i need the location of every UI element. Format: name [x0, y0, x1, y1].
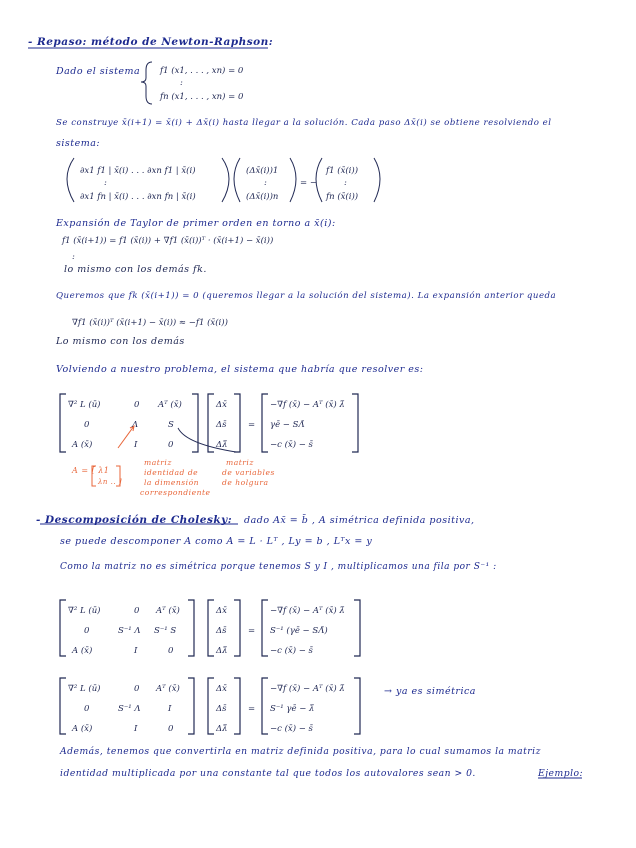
m1-vec-2: Δs̄	[216, 420, 227, 430]
m3-rhs-1: −∇f (x̄) − Aᵀ (x̄) λ̄	[270, 684, 345, 694]
m3-r1-c3: Aᵀ (x̄)	[156, 684, 180, 694]
m3-r3-c3: 0	[168, 724, 174, 734]
m2-equals: =	[248, 626, 256, 636]
simetrica-note: → ya es simétrica	[384, 686, 476, 697]
m2-vec-3: Δλ̄	[216, 646, 228, 656]
volviendo-text: Volviendo a nuestro problema, el sistema que habría que resolver es:	[56, 364, 424, 375]
m1-r2-c1: 0	[84, 420, 90, 430]
delta-vector-1: (Δx̄(i))1	[246, 166, 279, 176]
m2-r2-c2: S⁻¹ Λ	[118, 626, 141, 636]
dado-sistema-text: Dado el sistema	[56, 66, 141, 77]
section-title-newton: - Repaso: método de Newton-Raphson:	[28, 36, 274, 48]
m1-vec-1: Δx̄	[216, 400, 227, 410]
m2-r2-c1: 0	[84, 626, 90, 636]
lo-mismo-text-2: Lo mismo con los demás	[56, 336, 185, 347]
ann-identidad-3: la dimensión	[144, 478, 200, 487]
m3-r3-c2: I	[134, 724, 138, 734]
m3-equals: =	[248, 704, 256, 714]
m3-vec-3: Δλ̄	[216, 724, 228, 734]
m2-rhs-1: −∇f (x̄) − Aᵀ (x̄) λ̄	[270, 606, 345, 616]
m3-rhs-3: −c (x̄) − s̄	[270, 724, 313, 734]
ann-holgura-3: de holgura	[222, 478, 269, 487]
m1-r1-c3: Aᵀ (x̄)	[158, 400, 182, 410]
a-definition: A = [ λ1	[72, 466, 110, 475]
m1-vec-3: Δλ̄	[216, 440, 228, 450]
m2-r1-c1: ∇² L (ū)	[68, 606, 101, 616]
jacobian-dots: :	[104, 178, 107, 188]
taylor-equation: f1 (x̄(i+1)) = f1 (x̄(i)) + ∇f1 (x̄(i))ᵀ · (x̄(i+1) − x̄(i))	[62, 236, 274, 246]
ann-holgura-2: de variables	[222, 468, 275, 477]
m3-r2-c2: S⁻¹ Λ	[118, 704, 141, 714]
lo-mismo-text-1: lo mismo con los demás fk.	[64, 264, 207, 275]
m1-rhs-2: γē − SΛ̄	[270, 420, 305, 430]
m3-r3-c1: A (x̄)	[72, 724, 93, 734]
m2-rhs-3: −c (x̄) − s̄	[270, 646, 313, 656]
jacobian-row-n: ∂x1 fn | x̄(i) . . . ∂xn fn | x̄(i)	[80, 192, 196, 202]
m2-r3-c1: A (x̄)	[72, 646, 93, 656]
m3-vec-2: Δs̄	[216, 704, 227, 714]
delta-vector-n: (Δx̄(i))n	[246, 192, 279, 202]
m2-r2-c3: S⁻¹ S	[154, 626, 177, 636]
a-definition-2: λn .. ]	[98, 478, 123, 486]
rhs-vector-dots: :	[344, 178, 347, 188]
m2-r3-c2: I	[134, 646, 138, 656]
m1-r3-c2: I	[134, 440, 138, 450]
rhs-vector-1: f1 (x̄(i))	[326, 166, 359, 176]
section-title-cholesky: - Descomposición de Cholesky:	[36, 514, 233, 526]
m3-r1-c1: ∇² L (ū)	[68, 684, 101, 694]
m2-vec-2: Δs̄	[216, 626, 227, 636]
m1-rhs-3: −c (x̄) − s̄	[270, 440, 313, 450]
closing-line-2: identidad multiplicada por una constante tal que todos los autovalores sean > 0.	[60, 768, 476, 779]
ann-holgura-1: matriz	[226, 458, 254, 467]
closing-line-1: Además, tenemos que convertirla en matriz definida positiva, para lo cual sumamos la matriz	[60, 746, 541, 757]
gradient-equation: ∇f1 (x̄(i))ᵀ (x̄(i+1) − x̄(i)) ≈ −f1 (x̄(i))	[72, 318, 228, 328]
ejemplo-link: Ejemplo:	[538, 768, 584, 779]
m1-equals: =	[248, 420, 256, 430]
m3-rhs-2: S⁻¹ γē − λ̄	[270, 704, 315, 714]
taylor-dots: :	[72, 252, 75, 262]
m3-vec-1: Δx̄	[216, 684, 227, 694]
ann-identidad-1: matriz	[144, 458, 172, 467]
m1-r1-c2: 0	[134, 400, 140, 410]
ann-identidad-2: identidad de	[144, 468, 199, 477]
m1-r3-c3: 0	[168, 440, 174, 450]
m1-rhs-1: −∇f (x̄) − Aᵀ (x̄) λ̄	[270, 400, 345, 410]
system-eq-1: f1 (x1, . . . , xn) = 0	[160, 66, 244, 76]
m2-vec-1: Δx̄	[216, 606, 227, 616]
construye-text: Se construye x̄(i+1) = x̄(i) + Δx̄(i) hasta llegar a la solución. Cada paso Δx̄(i) se obtiene resolviendo el	[56, 118, 552, 128]
no-simetrica-text: Como la matriz no es simétrica porque tenemos S y I , multiplicamos una fila por S⁻¹ :	[60, 562, 497, 572]
m1-r2-c2: Λ	[132, 420, 139, 430]
m2-r1-c3: Aᵀ (x̄)	[156, 606, 180, 616]
queremos-text: Queremos que fk (x̄(i+1)) = 0 (queremos llegar a la solución del sistema). La expansión anterior queda	[56, 291, 557, 301]
taylor-text: Expansión de Taylor de primer orden en torno a x̄(i):	[56, 218, 336, 229]
rhs-vector-n: fn (x̄(i))	[326, 192, 359, 202]
cholesky-title-rest: dado Ax̄ = b̄ , A simétrica definida positiva,	[244, 515, 475, 526]
m2-r1-c2: 0	[134, 606, 140, 616]
delta-vector-dots: :	[264, 178, 267, 188]
ann-identidad-4: correspondiente	[140, 488, 211, 497]
m1-r2-c3: S	[168, 420, 174, 430]
m3-r1-c2: 0	[134, 684, 140, 694]
m1-r3-c1: A (x̄)	[72, 440, 93, 450]
descomponer-text: se puede descomponer A como A = L · Lᵀ , Ly = b , Lᵀx = y	[60, 536, 373, 547]
m3-r2-c1: 0	[84, 704, 90, 714]
sistema-label: sistema:	[56, 138, 101, 149]
equals-minus: = −	[300, 178, 317, 188]
m2-r3-c3: 0	[168, 646, 174, 656]
system-eq-dots: :	[180, 78, 183, 88]
m2-rhs-2: S⁻¹ (γē − SΛ̄)	[270, 626, 328, 636]
jacobian-row-1: ∂x1 f1 | x̄(i) . . . ∂xn f1 | x̄(i)	[80, 166, 196, 176]
m3-r2-c3: I	[168, 704, 172, 714]
system-eq-n: fn (x1, . . . , xn) = 0	[160, 92, 244, 102]
m1-r1-c1: ∇² L (ū)	[68, 400, 101, 410]
